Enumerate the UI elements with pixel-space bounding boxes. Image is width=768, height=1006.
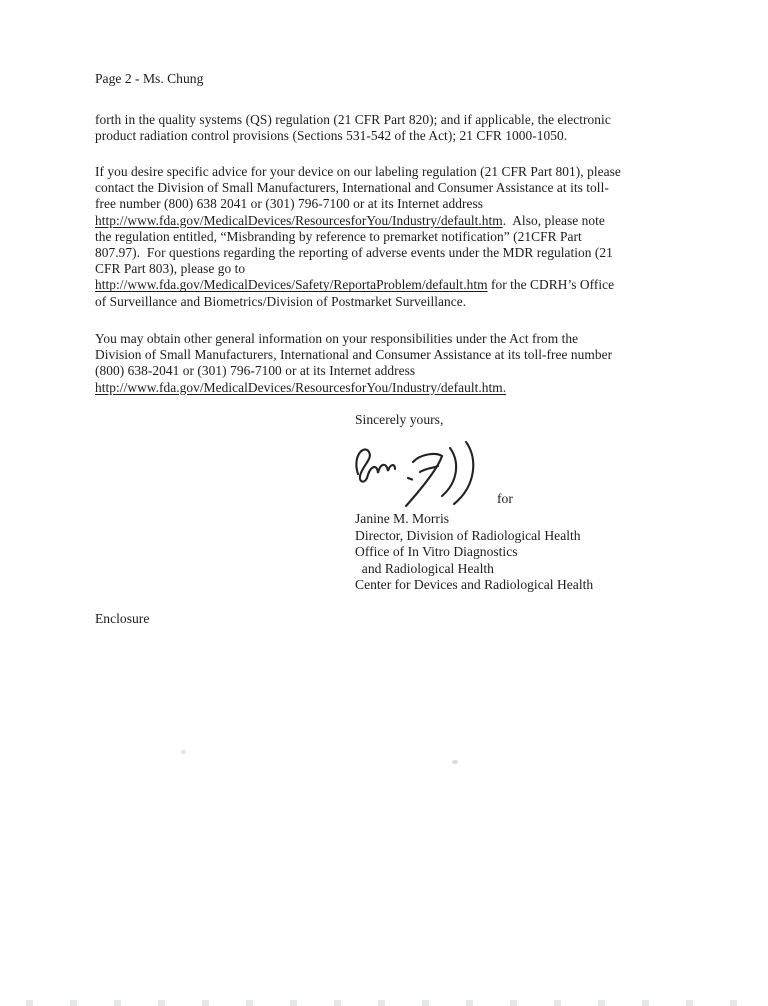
- url-text: http://www.fda.gov/MedicalDevices/ResourcesforYou/Industry/default.htm.: [95, 379, 507, 395]
- url-text: http://www.fda.gov/MedicalDevices/ResourcesforYou/Industry/default.htm: [95, 212, 503, 228]
- paragraph-line: [95, 347, 695, 363]
- signature-block-line: Center for Devices and Radiological Health: [355, 577, 594, 593]
- paragraph-line: [95, 294, 695, 310]
- paragraph-line: [95, 331, 695, 347]
- scan-edge-artifact: [0, 1000, 768, 1006]
- paragraph-line: [95, 261, 695, 277]
- signature-block: [355, 511, 593, 594]
- text-segment: for the CDRH’s Office: [487, 277, 615, 293]
- text-segment: contact the Division of Small Manufacturers, International and Consumer Assistance at its toll-: [95, 180, 609, 196]
- signature-block-line: Office of In Vitro Diagnostics: [355, 544, 518, 560]
- paragraph-line: [95, 277, 695, 293]
- paragraph-line: [95, 196, 695, 212]
- paragraph-line: [95, 245, 695, 261]
- text-segment: You may obtain other general information on your responsibilities under the Act from the: [95, 331, 579, 346]
- paragraph-line: [95, 213, 695, 229]
- text-segment: product radiation control provisions (Sections 531-542 of the Act); 21 CFR 1000-1050.: [95, 128, 568, 144]
- paragraph-line: [95, 229, 695, 245]
- paragraph-line: [95, 164, 695, 180]
- text-segment: . Also, please note: [502, 212, 605, 228]
- paragraph-line: [95, 380, 695, 396]
- text-segment: of Surveillance and Biometrics/Division of Postmarket Surveillance.: [95, 293, 467, 309]
- text-segment: 807.97). For questions regarding the reporting of adverse events under the MDR regulation (21: [95, 245, 613, 261]
- text-segment: the regulation entitled, “Misbranding by reference to premarket notification” (21CFR Part: [95, 228, 582, 244]
- paragraph-general-information: [95, 331, 695, 396]
- paragraph-line: [95, 128, 695, 144]
- paragraph-line: [95, 112, 695, 128]
- text-segment: Division of Small Manufacturers, International and Consumer Assistance at its toll-free number: [95, 347, 613, 363]
- paragraph-line: [95, 363, 695, 379]
- text-segment: CFR Part 803), please go to: [95, 261, 246, 277]
- scan-speck-artifact: [181, 750, 186, 754]
- handwritten-signature-icon: [350, 438, 485, 513]
- paragraph-line: [95, 180, 695, 196]
- closing-salutation: Sincerely yours,: [355, 412, 444, 427]
- enclosure-label: Enclosure: [95, 611, 150, 626]
- text-segment: forth in the quality systems (QS) regulation (21 CFR Part 820); and if applicable, the electronic: [95, 112, 611, 127]
- signature-block-line: Director, Division of Radiological Health: [355, 527, 581, 543]
- text-segment: (800) 638-2041 or (301) 796-7100 or at its Internet address: [95, 363, 416, 379]
- text-segment: If you desire specific advice for your device on our labeling regulation (21 CFR Part 801), please: [95, 164, 621, 179]
- signature-block-line: and Radiological Health: [355, 560, 494, 576]
- scan-speck-artifact: [452, 760, 458, 764]
- page-header: Page 2 - Ms. Chung: [95, 71, 204, 86]
- signature-block-line: Janine M. Morris: [355, 511, 450, 526]
- url-text: http://www.fda.gov/MedicalDevices/Safety/ReportaProblem/default.htm: [95, 277, 488, 293]
- signed-for-label: for: [497, 491, 513, 506]
- paragraph-labeling-advice: [95, 164, 695, 310]
- paragraph-regulations: [95, 112, 695, 144]
- text-segment: free number (800) 638 2041 or (301) 796-7100 or at its Internet address: [95, 196, 484, 212]
